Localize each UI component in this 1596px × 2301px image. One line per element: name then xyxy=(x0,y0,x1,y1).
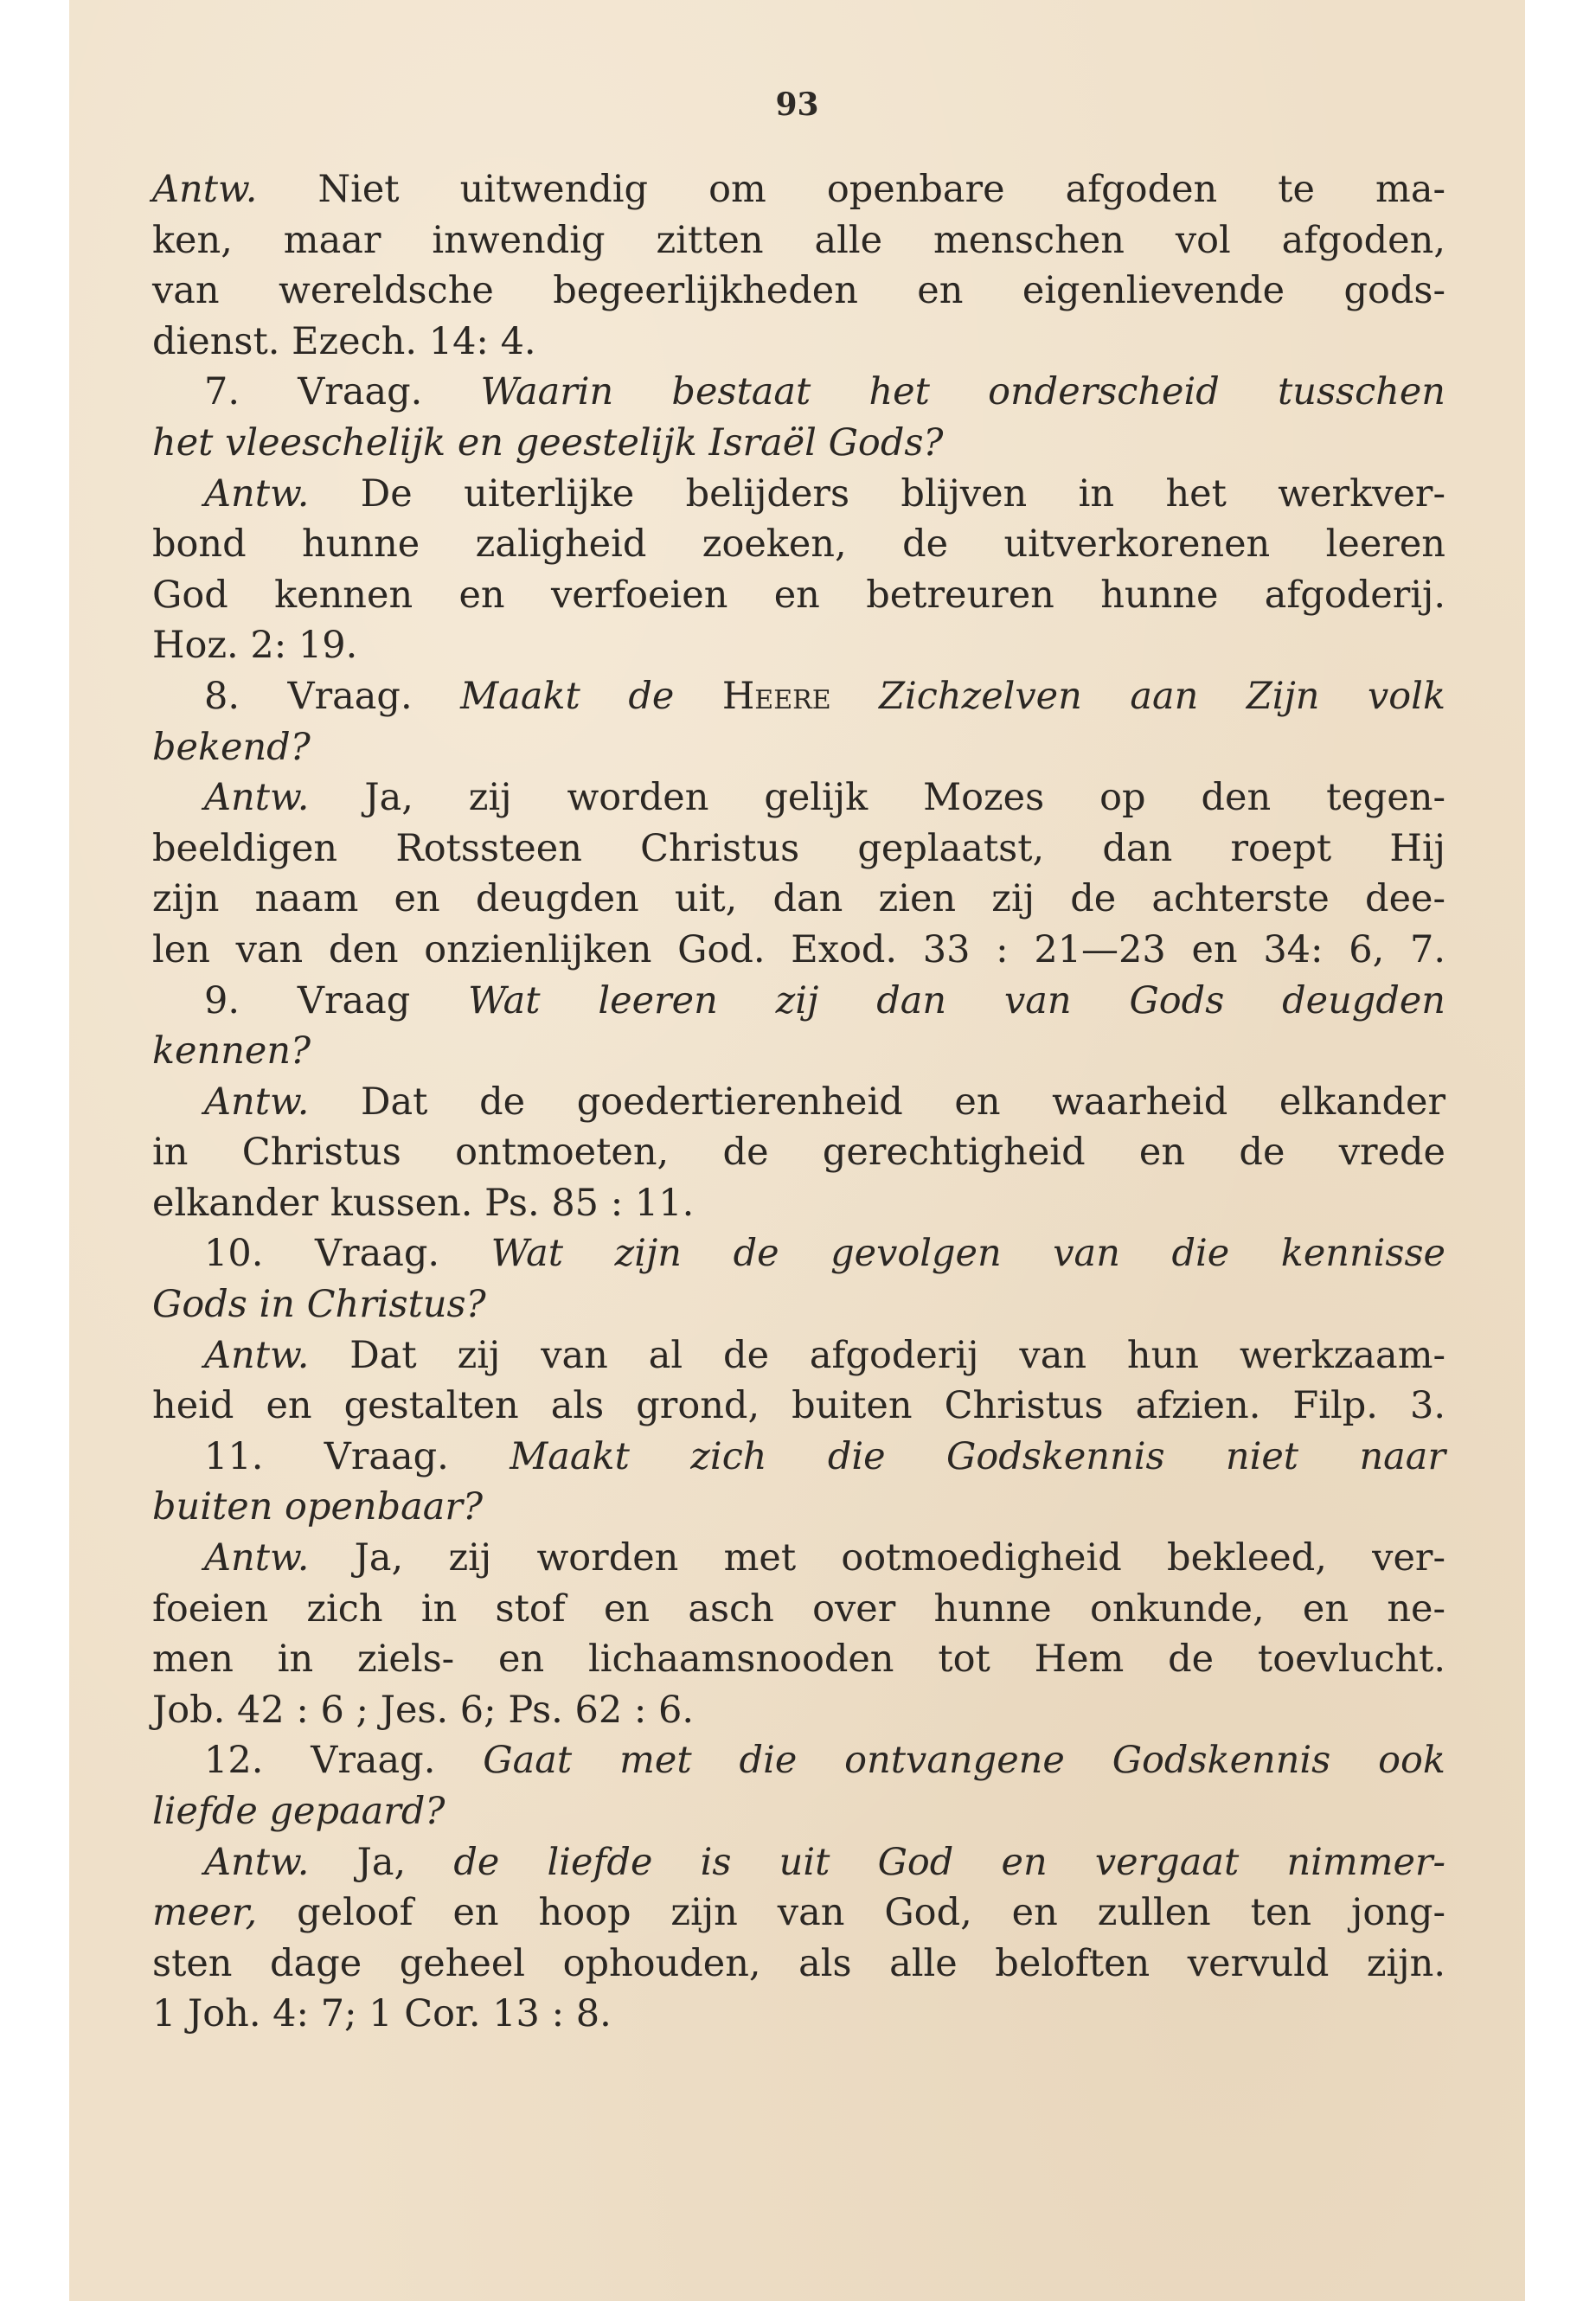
question-line: 10. Vraag. Wat zijn de gevolgen van die kennisse xyxy=(204,1232,1445,1276)
question-line: het vleeschelijk en geestelijk Israël Gods? xyxy=(152,420,944,465)
answer-label: Antw. xyxy=(204,1840,310,1884)
text-line: Job. 42 : 6 ; Jes. 6; Ps. 62 : 6. xyxy=(152,1688,695,1732)
text-line: elkander kussen. Ps. 85 : 11. xyxy=(152,1181,695,1225)
text-line: beeldigen Rotssteen Christus geplaatst, dan roept Hij xyxy=(152,826,1445,870)
question-line: 12. Vraag. Gaat met die ontvangene Godskennis ook xyxy=(204,1739,1445,1783)
text-line: meer, geloof en hoop zijn van God, en zullen ten jong- xyxy=(152,1891,1445,1935)
text-line: van wereldsche begeerlijkheden en eigenlievende gods- xyxy=(152,269,1445,313)
text-line: zijn naam en deugden uit, dan zien zij de achterste dee- xyxy=(152,877,1445,921)
text-line: in Christus ontmoeten, de gerechtigheid en de vrede xyxy=(152,1131,1445,1175)
answer-label: Antw. xyxy=(152,168,258,211)
question-line: kennen? xyxy=(152,1029,311,1074)
question-line: 7. Vraag. Waarin bestaat het onderscheid tusschen xyxy=(204,370,1445,414)
text-line: Antw. Ja, de liefde is uit God en vergaat nimmer- xyxy=(204,1840,1445,1884)
answer-label: Antw. xyxy=(204,471,310,516)
text-line: God kennen en verfoeien en betreuren hunne afgoderij. xyxy=(152,573,1445,617)
question-line: buiten openbaar? xyxy=(152,1485,484,1529)
question-line: Gods in Christus? xyxy=(152,1283,486,1327)
body-text xyxy=(152,164,1445,2040)
text-line: Antw. Ja, zij worden gelijk Mozes op den tegen- xyxy=(204,776,1445,820)
text-line: 1 Joh. 4: 7; 1 Cor. 13 : 8. xyxy=(152,1992,612,2036)
question-line: liefde gepaard? xyxy=(152,1790,445,1833)
question-line: bekend? xyxy=(152,725,311,769)
text-line: Antw. De uiterlijke belijders blijven in het werkver- xyxy=(204,471,1445,516)
text-line: heid en gestalten als grond, buiten Christus afzien. Filp. 3. xyxy=(152,1384,1445,1428)
answer-label: Antw. xyxy=(204,1536,310,1580)
answer-label: Antw. xyxy=(204,1333,310,1377)
text-line: dienst. Ezech. 14: 4. xyxy=(152,319,536,363)
question-line: 8. Vraag. Maakt de Heere Zichzelven aan Zijn volk xyxy=(204,674,1445,718)
text-line: Antw. Dat zij van al de afgoderij van hun werkzaam- xyxy=(204,1333,1445,1377)
text-line: Antw. Ja, zij worden met ootmoedigheid bekleed, ver- xyxy=(204,1536,1445,1580)
answer-label: Antw. xyxy=(204,1080,310,1124)
page-number: 93 xyxy=(775,87,819,123)
text-line: bond hunne zaligheid zoeken, de uitverkorenen leeren xyxy=(152,522,1445,567)
text-line: len van den onzienlijken God. Exod. 33 : 21—23 en 34: 6, 7. xyxy=(152,927,1445,971)
text-line: sten dage geheel ophouden, als alle beloften vervuld zijn. xyxy=(152,1941,1445,1985)
text-line: foeien zich in stof en asch over hunne onkunde, en ne- xyxy=(152,1586,1445,1631)
text-line: Antw. Dat de goedertierenheid en waarheid elkander xyxy=(204,1080,1445,1124)
text-line: Hoz. 2: 19. xyxy=(152,624,358,668)
book-page xyxy=(69,0,1525,2301)
text-line: Antw. Niet uitwendig om openbare afgoden te ma- xyxy=(152,168,1445,211)
answer-label: Antw. xyxy=(204,776,310,820)
text-line: ken, maar inwendig zitten alle menschen vol afgoden, xyxy=(152,218,1445,262)
question-line: 9. Vraag Wat leeren zij dan van Gods deugden xyxy=(204,978,1445,1022)
text-line: men in ziels- en lichaamsnooden tot Hem de toevlucht. xyxy=(152,1638,1445,1682)
question-line: 11. Vraag. Maakt zich die Godskennis niet naar xyxy=(204,1434,1446,1478)
